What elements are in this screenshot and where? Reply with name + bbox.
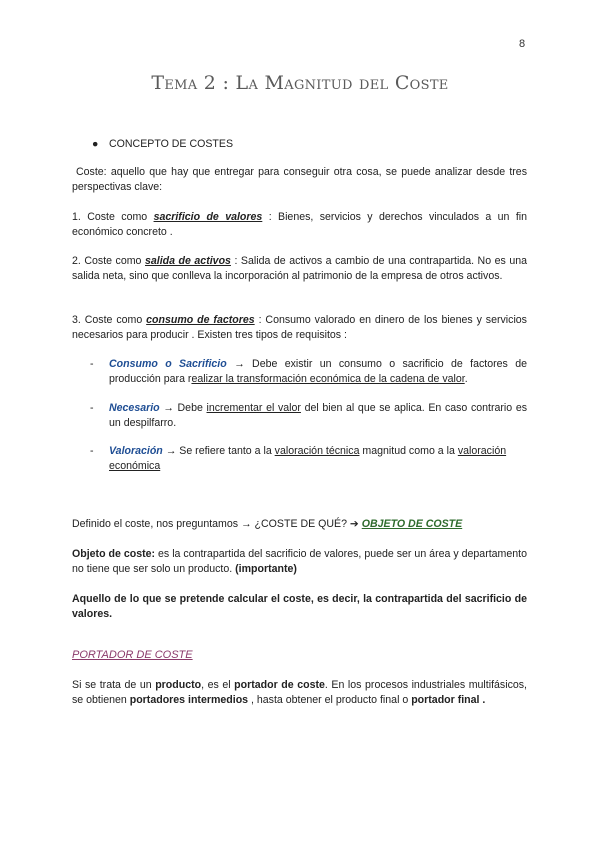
objeto-de-coste-link: OBJETO DE COSTE [361, 518, 463, 530]
p2-pre: 2. Coste como [72, 255, 145, 267]
page-number: 8 [519, 38, 526, 50]
portador-t4: , hasta obtener el producto final o [248, 694, 412, 706]
section-bullet [92, 137, 233, 152]
section-bullet-label: CONCEPTO DE COSTES [109, 138, 234, 150]
portador-paragraph [72, 678, 527, 708]
term-salida: salida de activos [144, 255, 231, 267]
req-underlined-2: valoración económica [109, 445, 507, 472]
p2-post: : Salida de activos a cambio de una contrapartida. No es una salida neta, sino que conlleva la incorporación al patrimonio de la empresa de otros activos. [72, 255, 528, 282]
p3-post: : Consumo valorado en dinero de los bienes y servicios necesarios para producir . Existen tres tipos de requisitos : [72, 314, 527, 341]
term-necesario: Necesario [109, 402, 160, 414]
req-mid: magnitud como a la [359, 445, 458, 457]
requisito-item [90, 401, 527, 431]
paragraph-3 [72, 313, 527, 343]
req-text: → Debe existir un consumo o sacrificio de factores de producción para r [109, 358, 527, 385]
bold-statement: Aquello de lo que se pretende calcular el coste, es decir, la contrapartida del sacrificio de valores. [72, 593, 527, 620]
portador-b2: portador de coste [234, 679, 325, 691]
intro-text: Coste: aquello que hay que entregar para conseguir otra cosa, se puede analizar desde tres perspectivas clave: [72, 166, 527, 193]
paragraph-1 [72, 210, 527, 240]
portador-b1: producto [155, 679, 202, 691]
p3-pre: 3. Coste como [72, 314, 147, 326]
portador-b4: portador final . [411, 694, 486, 706]
portador-t2: , es el [201, 679, 235, 691]
requisito-item [90, 357, 527, 387]
page-title: Tema 2 : La Magnitud del Coste [151, 72, 449, 94]
bullet-icon: ● [92, 138, 99, 150]
req-post: del bien al que se aplica. En caso contrario es un despilfarro. [109, 402, 528, 429]
term-valoracion: Valoración [109, 445, 163, 457]
dash-mark: - [90, 445, 94, 457]
objeto-label: Objeto de coste: [72, 548, 156, 560]
req-underlined: incrementar el valor [206, 402, 301, 414]
objeto-paragraph [72, 547, 527, 577]
portador-t3: . En los procesos industriales multifásicos, se obtienen [72, 679, 527, 706]
objeto-text: es la contrapartida del sacrificio de valores, puede ser un área y departamento no tiene que ser solo un producto. [72, 548, 527, 575]
req-text: → Debe [159, 402, 207, 414]
dash-mark: - [90, 358, 94, 370]
req-underlined: ealizar la transformación económica de la cadena de valor [191, 373, 465, 385]
paragraph-2 [72, 254, 527, 284]
objeto-note: (importante) [235, 563, 297, 575]
req-post: . [464, 373, 468, 385]
req-underlined: valoración técnica [274, 445, 360, 457]
requisito-item [90, 444, 527, 474]
question-line [72, 517, 527, 532]
term-consumo: consumo de factores [146, 314, 255, 326]
p1-post: : Bienes, servicios y derechos vinculados a un fin económico concreto . [72, 211, 528, 238]
portador-b3: portadores intermedios [129, 694, 249, 706]
req-text: → Se refiere tanto a la [162, 445, 275, 457]
term-consumo-sacrificio: Consumo o Sacrificio [109, 358, 227, 370]
portador-heading: PORTADOR DE COSTE [72, 649, 193, 661]
intro-paragraph [72, 165, 527, 195]
portador-t1: Si se trata de un [72, 679, 156, 691]
dash-mark: - [90, 402, 94, 414]
p1-pre: 1. Coste como [72, 211, 154, 223]
term-sacrificio: sacrificio de valores [153, 211, 263, 223]
question-text: Definido el coste, nos preguntamos → ¿COSTE DE QUÉ? ➔ [72, 518, 362, 530]
